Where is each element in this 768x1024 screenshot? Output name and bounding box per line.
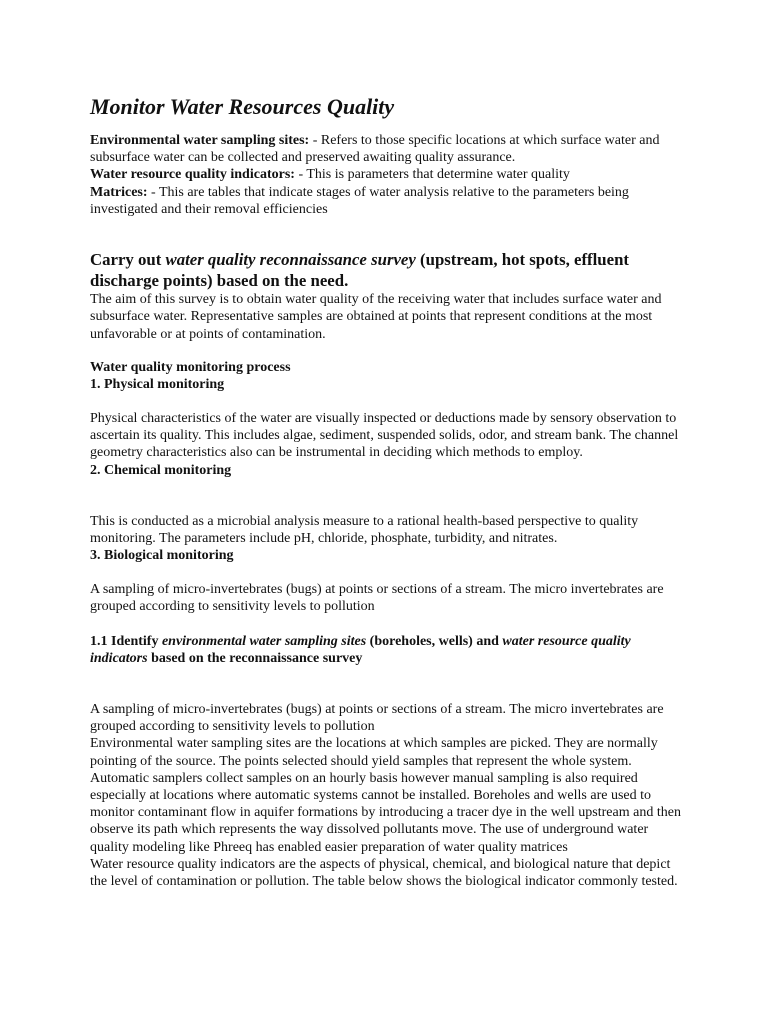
survey-heading-post: (upstream, hot spots, effluent discharge points) based on the need.	[90, 250, 630, 290]
monitoring-process-section	[90, 359, 690, 393]
identify-heading-italic-1: environmental water sampling sites	[161, 634, 367, 649]
identify-heading-post: based on the reconnaissance survey	[147, 651, 363, 667]
final-section	[90, 701, 690, 890]
survey-heading-pre: Carry out	[90, 250, 166, 269]
chemical-text: This is conducted as a microbial analysis measure to a rational health-based perspective to quality monitoring. The parameters include pH, chloride, phosphate, turbidity, and nitrates.	[90, 514, 639, 547]
identify-heading-italic-2: water resource quality indicators	[90, 634, 631, 667]
page-title: Monitor Water Resources Quality	[90, 94, 395, 119]
biological-section	[90, 581, 690, 615]
chemical-heading: 2. Chemical monitoring	[90, 462, 232, 478]
survey-heading	[90, 250, 690, 291]
definition-text: - This are tables that indicate stages of water analysis relative to the parameters being investigated and their removal efficiencies	[90, 184, 629, 217]
chemical-section	[90, 513, 690, 565]
biological-heading: 3. Biological monitoring	[90, 548, 234, 564]
final-paragraph-2: Environmental water sampling sites are the locations at which samples are picked. They are normally pointing of the source. The points selected should yield samples that represent the whole system. Automatic samplers collect samples on an hourly basis however manual sampling is also required especially at locations where automatic systems cannot be installed. Boreholes and wells are used to monitor contaminant flow in aquifer formations by introducing a tracer dye in the well upstream and then observe its path which represents the way dissolved pollutants move. The use of underground water quality modeling like Phreeq has enabled easier preparation of water quality matrices	[90, 736, 681, 855]
survey-section	[90, 250, 690, 343]
identify-heading	[90, 633, 690, 667]
definition-text: - Refers to those specific locations at which surface water and subsurface water can be collected and preserved awaiting quality assurance.	[90, 133, 660, 166]
physical-heading: 1. Physical monitoring	[90, 377, 225, 393]
definition-term: Water resource quality indicators:	[90, 167, 295, 183]
definitions-block	[90, 132, 690, 218]
definition-matrices	[90, 184, 690, 218]
physical-text: Physical characteristics of the water are visually inspected or deductions made by sensory observation to ascertain its quality. This includes algae, sediment, suspended solids, odor, and stream bank. The channel geometry characteristics also can be instrumental in deciding which methods to employ.	[90, 411, 679, 461]
final-paragraph-1: A sampling of micro-invertebrates (bugs) at points or sections of a stream. The micro invertebrates are grouped according to sensitivity levels to pollution	[90, 702, 664, 735]
identify-heading-mid: (boreholes, wells) and	[366, 634, 503, 649]
final-paragraph-3: Water resource quality indicators are the aspects of physical, chemical, and biological nature that depict the level of contamination or pollution. The table below shows the biological indicator commonly tested.	[90, 856, 678, 890]
definition-term: Environmental water sampling sites:	[90, 133, 310, 148]
definition-text: - This is parameters that determine water quality	[294, 167, 570, 183]
physical-section	[90, 410, 690, 479]
survey-text: The aim of this survey is to obtain water quality of the receiving water that includes surface water and subsurface water. Representative samples are obtained at points that represent conditions at the most unfavorable or at points of contamination.	[90, 292, 662, 342]
survey-heading-italic: water quality reconnaissance survey	[165, 250, 416, 269]
biological-text: A sampling of micro-invertebrates (bugs) at points or sections of a stream. The micro invertebrates are grouped according to sensitivity levels to pollution	[90, 582, 664, 615]
process-heading: Water quality monitoring process	[90, 360, 291, 375]
definition-term: Matrices:	[90, 184, 148, 200]
definition-quality-indicators	[90, 166, 690, 183]
identify-section	[90, 633, 690, 667]
identify-heading-pre: 1.1 Identify	[90, 634, 162, 649]
definition-sampling-sites	[90, 132, 690, 166]
